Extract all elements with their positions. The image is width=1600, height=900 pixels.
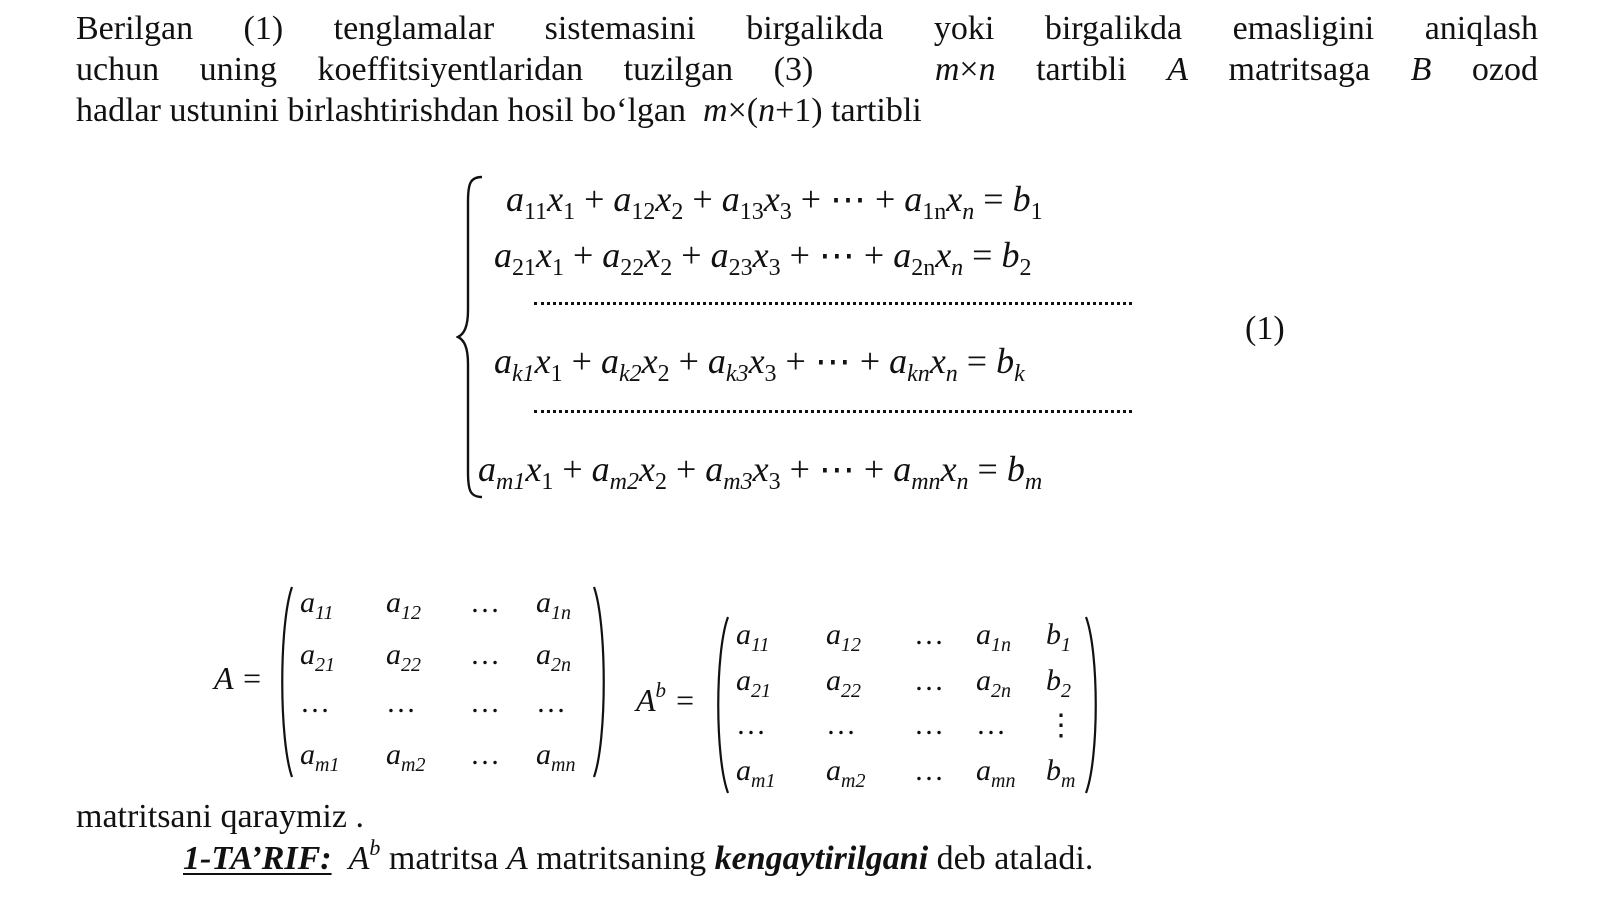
equation-row-m: $a_{m1}x_1 + a_{m2}x_2 + a_{m3}x_3$ + ⋯ + $a_{mn}x_n = b_m$ [478, 449, 1043, 495]
intro-line-3 [76, 90, 1538, 131]
coef-index: 13 [739, 199, 764, 225]
times-sign: × [959, 51, 979, 88]
coef-index: 12 [631, 199, 656, 225]
dim-n: n [978, 51, 996, 88]
coef-index: kn [907, 361, 930, 387]
rhs-index: 2 [1019, 255, 1032, 281]
equation-number: (1) [1245, 310, 1285, 347]
dim-m-2: m [703, 92, 728, 129]
coef-index: 23 [728, 255, 753, 281]
matrix-Ab-right-paren [1082, 614, 1104, 796]
matrix-A-cell-1-2: $a_{12}$ [386, 586, 421, 624]
intro-line-2-text-d: ozod [1471, 51, 1539, 88]
matrix-Ab-superscript: b [655, 678, 667, 702]
matrix-B-ref: B [1410, 51, 1432, 88]
coef-index: 22 [620, 255, 645, 281]
matrix-A-cell-3-4: … [536, 686, 566, 719]
rhs-index: m [1024, 469, 1043, 495]
matrix-Ab-cell-3-4: … [976, 708, 1006, 741]
matrix-Ab-cell-3-2: … [826, 708, 856, 741]
matrix-Ab-cell-4-3: … [914, 754, 944, 787]
matrix-Ab-cell-3-1: … [736, 708, 766, 741]
matrix-A-right-paren [590, 584, 612, 780]
coef-index: mn [911, 469, 941, 495]
definition-1 [183, 835, 1094, 878]
matrix-A-cell-1-4: $a_{1n}$ [536, 586, 571, 624]
intro-line-1: Berilgan (1) tenglamalar sistemasini birgalikda yoki birgalikda emasligini aniqlash [76, 10, 1538, 47]
matrix-A-cell-2-3: … [470, 638, 500, 671]
equation-row-k: $a_{k1}x_1 + a_{k2}x_2 + a_{k3}x_3$ + ⋯ + $a_{kn}x_n = b_k$ [494, 341, 1025, 387]
definition-superscript: b [369, 835, 381, 860]
definition-text-1: matritsa [388, 840, 499, 877]
definition-text-2: matritsaning [536, 840, 707, 877]
dim-m: m [934, 51, 960, 88]
matrix-Ab-cell-4-1: $a_{m1}$ [736, 754, 776, 792]
matrix-A-cell-2-2: $a_{22}$ [386, 638, 421, 676]
intro-paragraph [76, 8, 1538, 131]
coef-index: 11 [524, 199, 548, 225]
matrix-A-cell-4-4: $a_{mn}$ [536, 738, 576, 776]
matrix-A-cell-4-2: $a_{m2}$ [386, 738, 426, 776]
coef-index: m1 [496, 469, 526, 495]
definition-A: A [348, 840, 370, 877]
matrix-A-cell-2-4: $a_{2n}$ [536, 638, 571, 676]
matrix-Ab-cell-2-5: $b_2$ [1046, 664, 1071, 702]
definition-text-3: deb ataladi. [936, 840, 1094, 877]
matrix-Ab-letter: A [636, 682, 656, 718]
outro-text: matritsani qaraymiz . [76, 798, 364, 835]
matrix-A-cell-3-2: … [386, 686, 416, 719]
intro-line-2-text-b: tartibli [1036, 51, 1127, 88]
matrix-A-cell-1-3: … [470, 586, 500, 619]
matrix-Ab-cell-1-3: … [914, 618, 944, 651]
matrix-A-cell-4-3: … [470, 738, 500, 771]
matrix-Ab-cell-1-4: $a_{1n}$ [976, 618, 1011, 656]
equation-row-1: $a_{11}x_1 + a_{12}x_2 + a_{13}x_3$ + ⋯ + $a_{1n}x_n = b_1$ [506, 179, 1043, 225]
coef-index: 1n [922, 199, 947, 225]
matrix-Ab-label: $A^b$ = [636, 678, 696, 718]
matrix-Ab-cell-4-4: $a_{mn}$ [976, 754, 1016, 792]
matrix-A-cell-3-3: … [470, 686, 500, 719]
coef-index: m2 [609, 469, 639, 495]
dim-n-2: n [758, 92, 776, 129]
rhs-index: k [1014, 361, 1025, 387]
times-paren: ×( [727, 92, 759, 129]
matrix-Ab-left-paren [710, 614, 732, 796]
matrix-Ab-cell-3-5: ⋮ [1046, 709, 1076, 742]
matrix-Ab-cell-1-1: $a_{11}$ [736, 618, 770, 656]
equation-system [456, 172, 1216, 502]
coef-index: k3 [725, 361, 749, 387]
matrix-Ab-cell-2-4: $a_{2n}$ [976, 664, 1011, 702]
matrix-Ab-cell-4-5: $b_m$ [1046, 754, 1076, 792]
definition-emphasis: kengaytirilgani [714, 840, 929, 877]
matrix-A-left-paren [274, 584, 296, 780]
dotted-row-1 [534, 302, 1132, 305]
coef-index: k1 [512, 361, 535, 387]
matrix-Ab-cell-2-1: $a_{21}$ [736, 664, 771, 702]
intro-line-3-text-b: tartibli [831, 92, 922, 129]
coef-index: 21 [512, 255, 536, 281]
intro-line-2-text-c: matritsaga [1228, 51, 1371, 88]
rhs-index: 1 [1030, 199, 1043, 225]
intro-line-2 [76, 49, 1538, 90]
matrix-Ab-cell-2-3: … [914, 664, 944, 697]
equation-row-2: $a_{21}x_1 + a_{22}x_2 + a_{23}x_3$ + ⋯ + $a_{2n}x_n = b_2$ [494, 235, 1032, 281]
matrix-Ab-cell-1-5: $b_1$ [1046, 618, 1071, 656]
coef-index: k2 [618, 361, 642, 387]
definition-label: 1-TA’RIF: [183, 840, 332, 877]
matrix-A-ref: A [1167, 51, 1189, 88]
coef-index: m3 [723, 469, 753, 495]
matrix-A-cell-2-1: $a_{21}$ [300, 638, 335, 676]
matrix-Ab-cell-1-2: $a_{12}$ [826, 618, 861, 656]
dotted-row-2 [534, 410, 1132, 413]
matrix-A-label: A = [214, 660, 263, 696]
matrix-Ab-cell-4-2: $a_{m2}$ [826, 754, 866, 792]
plus-one: +1) [775, 92, 823, 129]
matrix-A-cell-1-1: $a_{11}$ [300, 586, 334, 624]
matrix-A-cell-3-1: … [300, 686, 330, 719]
intro-line-3-text-a: hadlar ustunini birlashtirishdan hosil bo‘lgan [76, 92, 687, 129]
coef-index: 2n [911, 255, 936, 281]
intro-line-2-text-a: uchun uning koeffitsiyentlaridan tuzilgan (3) [76, 51, 814, 88]
matrix-Ab-cell-2-2: $a_{22}$ [826, 664, 861, 702]
matrix-A-cell-4-1: $a_{m1}$ [300, 738, 340, 776]
matrix-Ab-cell-3-3: … [914, 708, 944, 741]
matrix-A-letter: A [214, 660, 233, 696]
definition-A2: A [506, 840, 528, 877]
